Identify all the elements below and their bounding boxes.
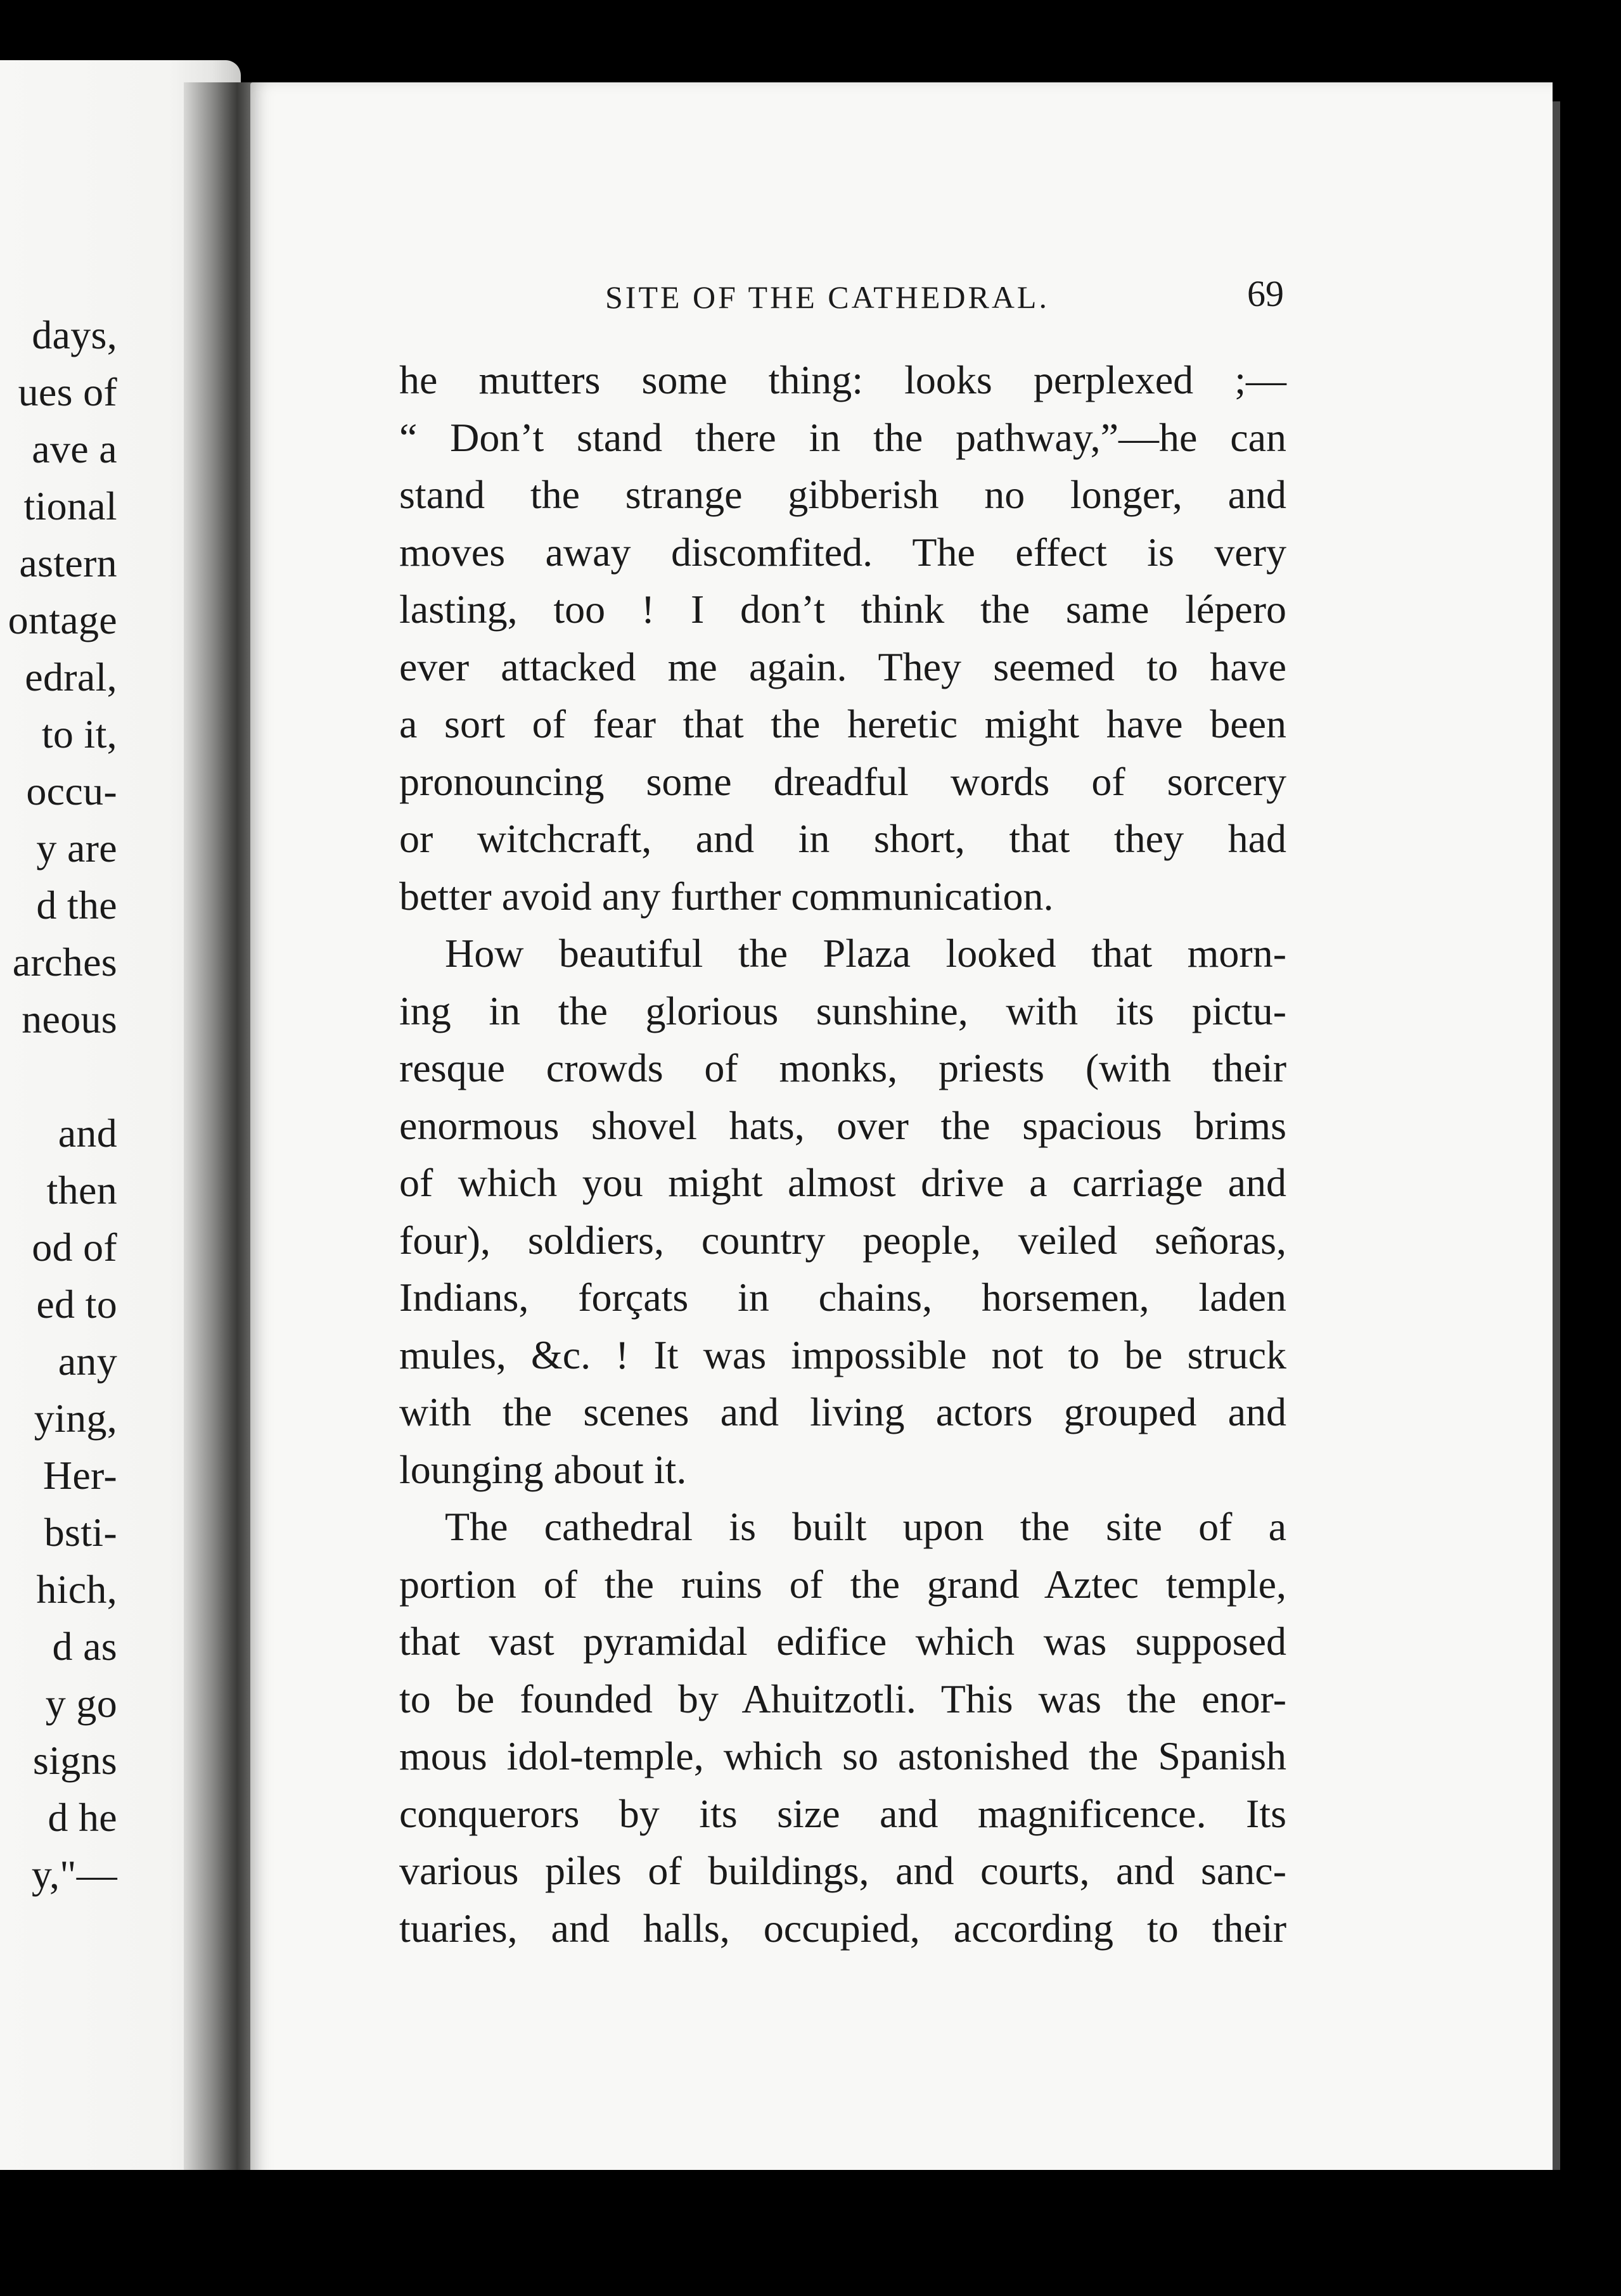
left-fragment: bsti- — [44, 1510, 117, 1555]
body-text — [399, 352, 1286, 1957]
text-line: four), soldiers, country people, veiled señoras, — [399, 1217, 1286, 1263]
left-fragment: astern — [19, 540, 117, 585]
left-fragment: hich, — [36, 1567, 117, 1612]
text-line: Indians, forçats in chains, horsemen, laden — [399, 1275, 1286, 1320]
text-line: ever attacked me again. They seemed to have — [399, 644, 1286, 689]
left-fragment: any — [58, 1339, 117, 1384]
text-line: of which you might almost drive a carriage and — [399, 1160, 1286, 1205]
page-edge — [1553, 101, 1560, 2192]
left-fragment: ying, — [34, 1396, 117, 1441]
text-line: portion of the ruins of the grand Aztec temple, — [399, 1561, 1286, 1607]
text-line: moves away discomfited. The effect is very — [399, 529, 1286, 575]
paragraph-start-line: How beautiful the Plaza looked that morn- — [445, 931, 1286, 976]
text-line: resque crowds of monks, priests (with their — [399, 1045, 1286, 1090]
text-line: to be founded by Ahuitzotli. This was the enor- — [399, 1676, 1286, 1721]
left-fragment: Her- — [42, 1453, 117, 1498]
text-line: mules, &c. ! It was impossible not to be struck — [399, 1332, 1286, 1377]
left-fragment: ave a — [32, 426, 117, 471]
left-fragment: d he — [48, 1795, 117, 1840]
left-fragment: y,"— — [31, 1852, 117, 1897]
text-line: with the scenes and living actors grouped and — [399, 1389, 1286, 1434]
page-number: 69 — [1247, 273, 1284, 314]
text-line: various piles of buildings, and courts, and sanc- — [399, 1848, 1286, 1893]
left-fragment: y are — [36, 826, 117, 871]
text-line: lasting, too ! I don’t think the same lépero — [399, 587, 1286, 632]
left-fragment: d as — [52, 1624, 117, 1669]
left-fragment: od of — [32, 1225, 117, 1270]
text-line: he mutters some thing: looks perplexed ;— — [399, 357, 1286, 402]
left-fragment: edral, — [25, 654, 117, 699]
left-fragment: tional — [23, 483, 117, 528]
left-fragment: and — [58, 1111, 117, 1156]
running-head: SITE OF THE CATHEDRAL. — [605, 279, 1049, 315]
text-line: pronouncing some dreadful words of sorcery — [399, 758, 1286, 804]
text-line: that vast pyramidal edifice which was supposed — [399, 1619, 1286, 1664]
text-line: ing in the glorious sunshine, with its pictu- — [399, 988, 1286, 1033]
left-fragment: occu- — [26, 769, 117, 813]
text-line: lounging about it. — [399, 1446, 687, 1492]
left-fragment: days, — [32, 312, 117, 357]
left-fragment: y go — [45, 1681, 117, 1726]
left-fragment: arches — [12, 940, 117, 985]
left-fragment: d the — [36, 883, 117, 928]
text-line: tuaries, and halls, occupied, according to their — [399, 1905, 1286, 1951]
left-fragment: to it, — [41, 711, 117, 756]
text-line: better avoid any further communication. — [399, 873, 1054, 919]
left-fragment: then — [46, 1168, 117, 1213]
text-line: a sort of fear that the heretic might have been — [399, 701, 1286, 746]
left-fragment: neous — [22, 997, 117, 1042]
text-line: “ Don’t stand there in the pathway,”—he can — [399, 414, 1286, 460]
text-line: or witchcraft, and in short, that they had — [399, 816, 1286, 861]
text-line: enormous shovel hats, over the spacious brims — [399, 1102, 1286, 1148]
left-fragment: ontage — [8, 597, 117, 642]
left-fragment: ues of — [18, 369, 117, 414]
paragraph-start-line: The cathedral is built upon the site of a — [445, 1504, 1286, 1549]
text-line: mous idol-temple, which so astonished the Spanish — [399, 1733, 1286, 1778]
text-line: conquerors by its size and magnificence. Its — [399, 1790, 1286, 1836]
left-fragment: ed to — [36, 1282, 117, 1327]
left-fragment: signs — [32, 1738, 117, 1783]
text-line: stand the strange gibberish no longer, and — [399, 472, 1286, 517]
scan-border — [0, 2170, 1621, 2296]
